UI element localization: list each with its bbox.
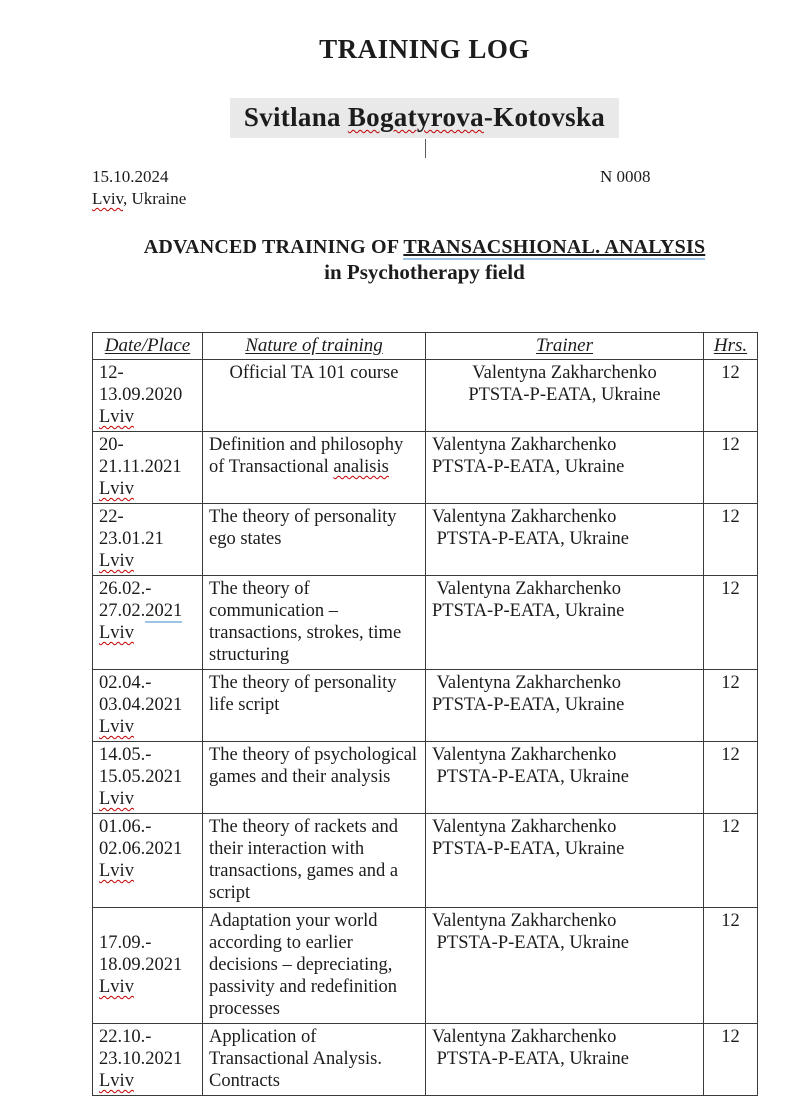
page-title: TRAINING LOG [319,34,530,64]
date-cell [93,670,203,742]
hours-cell: 12 [704,576,758,670]
header-nature: Nature of training [203,333,426,360]
date-cell [93,360,203,432]
date-cell [93,814,203,908]
date-line: 22.10.- [99,1027,152,1047]
table-row [93,432,758,504]
date-line: Lviv [99,407,134,427]
trainer-cell [426,432,704,504]
date-cell [93,576,203,670]
doc-location [92,188,757,210]
trainer-line: Valentyna Zakharchenko [432,579,622,599]
date-line: 22- [99,507,124,527]
date-line: 18.09.2021 [99,955,183,975]
course-heading-underlined: TRANSACSHIONAL. ANALYSIS [403,236,706,258]
trainer-cell [426,670,704,742]
date-line: 23.10.2021 [99,1049,183,1069]
date-line: Lviv [99,623,134,643]
hours-cell: 12 [704,814,758,908]
trainer-line: Valentyna Zakharchenko [472,363,657,383]
date-line: 02.04.- [99,673,152,693]
training-table-body [93,333,758,1096]
date-cell [93,432,203,504]
table-row [93,908,758,1024]
table-row [93,504,758,576]
trainer-line: PTSTA-P-EATA, Ukraine [432,695,625,715]
trainer-cell [426,814,704,908]
course-heading-prefix: ADVANCED TRAINING OF [143,236,404,258]
date-line: 27.02.2021 [99,601,183,621]
trainer-line: Valentyna Zakharchenko [432,507,617,527]
date-line: Lviv [99,717,134,737]
grammar-underline: 2021 [145,601,183,621]
doc-date: 15.10.2024 [92,167,169,186]
trainer-cell [426,1024,704,1096]
date-cell [93,908,203,1024]
meta-block [92,166,757,210]
date-line: 21.11.2021 [99,457,182,477]
trainer-line: Valentyna Zakharchenko [432,1027,617,1047]
trainer-line: PTSTA-P-EATA, Ukraine [432,839,625,859]
doc-number: N 0008 [600,167,651,186]
date-line: 03.04.2021 [99,695,183,715]
trainer-cell [426,360,704,432]
date-line: 17.09.- [99,933,152,953]
date-line: 02.06.2021 [99,839,183,859]
hours-cell: 12 [704,360,758,432]
trainer-line: PTSTA-P-EATA, Ukraine [432,457,625,477]
nature-cell: Definition and philosophy of Transactional analisis [203,432,426,504]
date-cell [93,504,203,576]
misspelled-word: analisis [333,457,389,477]
date-line: Lviv [99,861,134,881]
trainer-cell [426,504,704,576]
nature-cell: The theory of rackets and their interaction with transactions, games and a script [203,814,426,908]
nature-cell: The theory of psychological games and their analysis [203,742,426,814]
hours-cell: 12 [704,908,758,1024]
date-line: 15.05.2021 [99,767,183,787]
nature-cell: Adaptation your world according to earlier decisions – depreciating, passivity and redefinition processes [203,908,426,1024]
trainer-line: PTSTA-P-EATA, Ukraine [432,933,629,953]
trainer-line: PTSTA-P-EATA, Ukraine [468,385,661,405]
trainer-cell [426,908,704,1024]
date-line: 13.09.2020 [99,385,183,405]
hours-cell: 12 [704,432,758,504]
trainer-line: Valentyna Zakharchenko [432,817,617,837]
hours-cell: 12 [704,670,758,742]
trainer-line: PTSTA-P-EATA, Ukraine [432,1049,629,1069]
author-name-misspelled: Bogatyrova [347,102,484,132]
table-row [93,670,758,742]
trainer-line: PTSTA-P-EATA, Ukraine [432,529,629,549]
nature-cell: Application of Transactional Analysis. Contracts [203,1024,426,1096]
table-row [93,814,758,908]
table-header-row [93,333,758,360]
table-row [93,1024,758,1096]
doc-location-city: Lviv [92,189,124,208]
author-name-suffix: -Kotovska [483,102,606,132]
date-line: 20- [99,435,124,455]
course-heading-line1 [92,235,757,260]
text-cursor [425,139,426,158]
course-heading-line2: in Psychotherapy field [324,260,525,284]
header-hours: Hrs. [704,333,758,360]
date-cell [93,742,203,814]
date-line: Lviv [99,551,134,571]
author-name-line [92,98,757,138]
trainer-line: Valentyna Zakharchenko [432,673,622,693]
date-line: 01.06.- [99,817,152,837]
author-name-prefix: Svitlana [243,102,348,132]
date-line [99,910,196,932]
date-line: 23.01.21 [99,529,164,549]
date-line: 12- [99,363,124,383]
date-line: 14.05.- [99,745,152,765]
trainer-line: Valentyna Zakharchenko [432,435,617,455]
author-name-highlight [230,98,619,138]
date-line: Lviv [99,1071,134,1091]
date-cell [93,1024,203,1096]
hours-cell: 12 [704,742,758,814]
nature-cell: Official TA 101 course [203,360,426,432]
table-row [93,360,758,432]
date-line: Lviv [99,977,134,997]
training-table [92,332,758,1096]
trainer-line: PTSTA-P-EATA, Ukraine [432,767,629,787]
course-heading [92,235,757,285]
hours-cell: 12 [704,504,758,576]
nature-cell: The theory of communication – transactions, strokes, time structuring [203,576,426,670]
hours-cell: 12 [704,1024,758,1096]
trainer-line: Valentyna Zakharchenko [432,745,617,765]
trainer-cell [426,576,704,670]
cursor-row [92,138,757,160]
header-date-place: Date/Place [93,333,203,360]
trainer-cell [426,742,704,814]
header-trainer: Trainer [426,333,704,360]
trainer-line: PTSTA-P-EATA, Ukraine [432,601,625,621]
table-row [93,576,758,670]
table-row [93,742,758,814]
trainer-line: Valentyna Zakharchenko [432,911,617,931]
date-line: Lviv [99,789,134,809]
doc-location-rest: , Ukraine [123,189,187,208]
date-line: 26.02.- [99,579,152,599]
nature-cell: The theory of personality ego states [203,504,426,576]
nature-cell: The theory of personality life script [203,670,426,742]
date-line: Lviv [99,479,134,499]
